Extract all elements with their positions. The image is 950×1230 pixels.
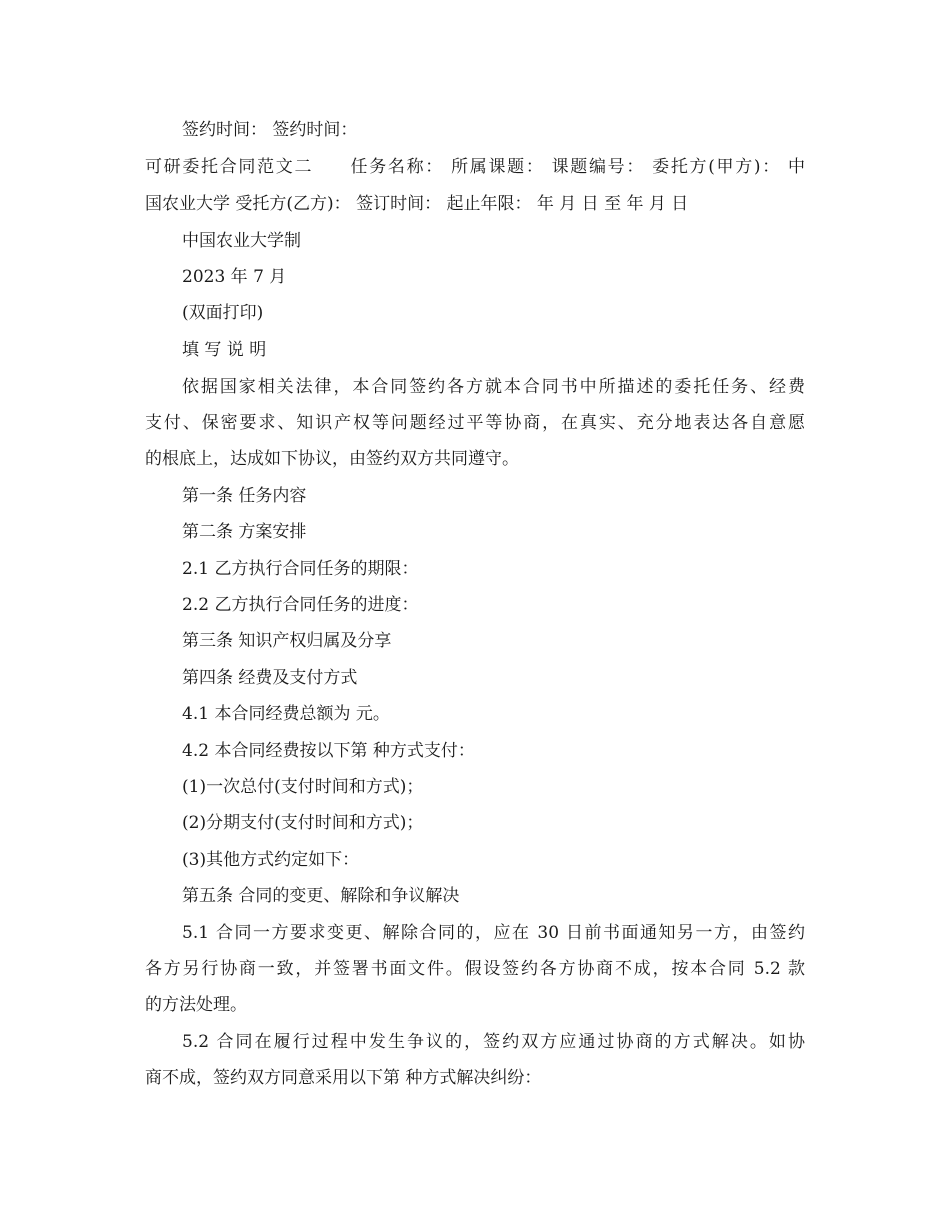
article-heading: 第四条 经费及支付方式: [182, 668, 358, 688]
signing-time-line: 签约时间： 签约时间：: [182, 120, 358, 140]
clause-line: 2.1 乙方执行合同任务的期限：: [182, 559, 419, 579]
list-item: (1)一次总付(支付时间和方式)；: [182, 777, 424, 797]
issuer-line: 中国农业大学制: [182, 231, 301, 251]
article-heading: 第三条 知识产权归属及分享: [182, 631, 392, 651]
instructions-heading: 填 写 说 明: [182, 340, 267, 360]
paragraph-line: 的根底上，达成如下协议，由签约双方共同遵守。: [145, 449, 519, 469]
print-note: (双面打印): [182, 303, 264, 323]
clause-line: 4.1 本合同经费总额为 元。: [182, 704, 390, 724]
list-item: (3)其他方式约定如下：: [182, 850, 360, 870]
article-heading: 第五条 合同的变更、解除和争议解决: [182, 886, 460, 906]
clause-line: 4.2 本合同经费按以下第 种方式支付：: [182, 741, 475, 761]
clause-line: 2.2 乙方执行合同任务的进度：: [182, 595, 419, 615]
clause-line: 商不成，签约双方同意采用以下第 种方式解决纠纷：: [145, 1068, 542, 1088]
parties-line: 国农业大学 受托方(乙方)： 签订时间： 起止年限： 年 月 日 至 年 月 日: [145, 194, 689, 214]
clause-line: 5.2 合同在履行过程中发生争议的，签约双方应通过协商的方式解决。如协: [182, 1032, 805, 1052]
clause-line: 5.1 合同一方要求变更、解除合同的，应在 30 日前书面通知另一方，由签约: [182, 923, 805, 943]
clause-line: 各方另行协商一致，并签署书面文件。假设签约各方协商不成，按本合同 5.2 款: [145, 959, 805, 979]
paragraph-line: 依据国家相关法律，本合同签约各方就本合同书中所描述的委托任务、经费: [182, 377, 805, 397]
article-heading: 第一条 任务内容: [182, 486, 307, 506]
paragraph-line: 支付、保密要求、知识产权等问题经过平等协商，在真实、充分地表达各自意愿: [145, 413, 805, 433]
article-heading: 第二条 方案安排: [182, 522, 307, 542]
title-line: 可研委托合同范文二 任务名称： 所属课题： 课题编号： 委托方(甲方)： 中: [145, 157, 805, 177]
list-item: (2)分期支付(支付时间和方式)；: [182, 813, 424, 833]
date-line: 2023 年 7 月: [182, 267, 287, 287]
clause-line: 的方法处理。: [145, 995, 247, 1015]
